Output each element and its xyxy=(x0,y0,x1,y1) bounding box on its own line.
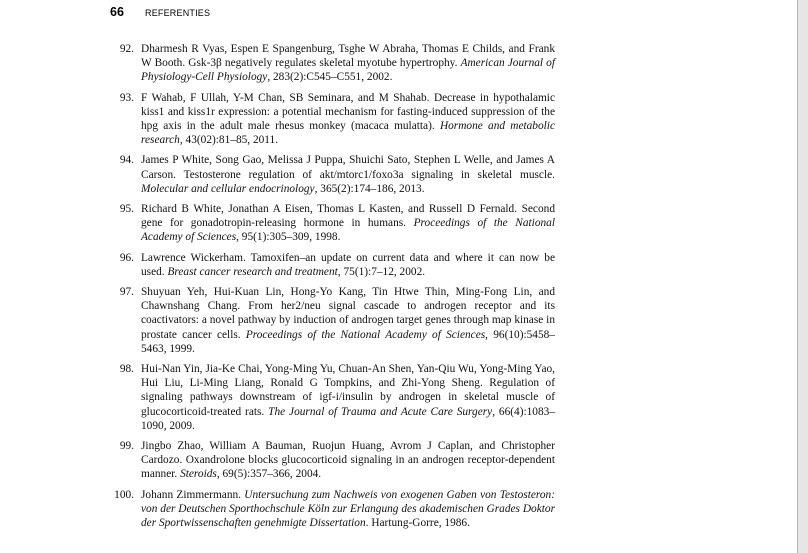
reference-source: Breast cancer research and treatment xyxy=(167,265,338,278)
reference-number: 93. xyxy=(119,91,134,104)
reference-text: , 75(1):7–12, 2002. xyxy=(337,265,426,278)
reference-item xyxy=(112,362,555,433)
reference-text: , 66(4):1083–1090, 2009. xyxy=(141,405,555,432)
reference-source: Hormone and metabolic research xyxy=(141,120,555,147)
reference-item xyxy=(112,285,555,356)
reference-source: Steroids xyxy=(180,468,217,481)
reference-text: Dharmesh R Vyas, Espen E Spangenburg, Tsghe W Abraha, Thomas E Childs, and Frank W Booth. Gsk-3β negatively regulates skeletal myotube hypertrophy. xyxy=(141,43,555,70)
reference-source: Proceedings of the National Academy of Sciences xyxy=(141,217,555,244)
reference-item xyxy=(112,251,555,279)
reference-text: , 95(1):305–309, 1998. xyxy=(236,231,341,244)
reference-text: , 43(02):81–85, 2011. xyxy=(179,134,279,147)
vertical-scrollbar[interactable] xyxy=(797,0,808,553)
reference-item xyxy=(112,42,555,85)
reference-number: 97. xyxy=(119,286,134,299)
reference-number: 100. xyxy=(114,488,134,501)
reference-source: Proceedings of the National Academy of Sciences xyxy=(245,328,486,341)
reference-item xyxy=(112,91,555,148)
reference-text: Jingbo Zhao, William A Bauman, Ruojun Huang, Avrom J Caplan, and Christopher Cardozo. Oxandrolone blocks glucocorticoid signaling in an androgen receptor-dependent manner. xyxy=(141,440,555,481)
reference-source: The Journal of Trauma and Acute Care Surgery xyxy=(268,405,493,418)
running-title: REFERENTIES xyxy=(145,8,211,18)
reference-list xyxy=(112,42,555,536)
reference-text: , 96(10):5458–5463, 1999. xyxy=(141,328,555,355)
reference-number: 99. xyxy=(119,440,134,453)
reference-text: Hui-Nan Yin, Jia-Ke Chai, Yong-Ming Yu, Chuan-An Shen, Yan-Qiu Wu, Yong-Ming Yao, Hui Liu, Li-Ming Liang, Ronald G Tompkins, and Zhi-Yong Sheng. Regulation of signaling pathways downstream of igf-i/insulin by androgen in skeletal muscle of glucocorticoid-treated rats. xyxy=(141,363,555,418)
reference-number: 94. xyxy=(119,154,134,167)
reference-item xyxy=(112,488,555,531)
reference-text: F Wahab, F Ullah, Y-M Chan, SB Seminara, and M Shahab. Decrease in hypothalamic kiss1 and kiss1r expression: a potential mechanism for fasting-induced suppression of the hpg axis in the adult male rhesus monkey (macaca mulatta). xyxy=(141,91,555,133)
reference-text: James P White, Song Gao, Melissa J Puppa, Shuichi Sato, Stephen L Welle, and James A Carson. Testosterone regulation of akt/mtorc1/foxo3a signaling in skeletal muscle. xyxy=(141,154,555,181)
reference-source: Molecular and cellular endocrinology xyxy=(141,182,315,195)
reference-text: Lawrence Wickerham. Tamoxifen–an update on current data and where it can now be used. xyxy=(141,251,555,278)
reference-source: Untersuchung zum Nachweis von exogenen Gaben von Testosteron: von der Deutschen Sporthochschule Köln zur Erlangung des akademischen Grades Doktor der Sportwissenschaften genehmigte Dissertation xyxy=(141,488,555,530)
reference-text: , 365(2):174–186, 2013. xyxy=(314,182,425,195)
reference-text: Johann Zimmermann. xyxy=(141,488,245,501)
reference-number: 96. xyxy=(119,251,134,264)
reference-number: 98. xyxy=(119,363,134,376)
reference-item xyxy=(112,202,555,245)
reference-item xyxy=(112,439,555,482)
reference-text: , 283(2):C545–C551, 2002. xyxy=(267,71,393,84)
reference-text: Shuyuan Yeh, Hui-Kuan Lin, Hong-Yo Kang, Tin Htwe Thin, Ming-Fong Lin, and Chawnshang Chang. From her2/neu signal cascade to androgen receptor and its coactivators: a novel pathway by induction of androgen target genes through map kinase in prostate cancer cells. xyxy=(141,286,555,341)
reference-text: . Hartung-Gorre, 1986. xyxy=(365,517,470,530)
reference-number: 92. xyxy=(119,43,134,55)
reference-source: American Journal of Physiology-Cell Physiology xyxy=(141,57,556,84)
page-number: 66 xyxy=(110,5,124,19)
reference-number: 95. xyxy=(119,203,134,216)
reference-item xyxy=(112,153,555,196)
reference-text: , 69(5):357–366, 2004. xyxy=(216,468,322,481)
reference-text: Richard B White, Jonathan A Eisen, Thomas L Kasten, and Russell D Fernald. Second gene for gonadotropin-releasing hormone in humans. xyxy=(141,203,555,230)
